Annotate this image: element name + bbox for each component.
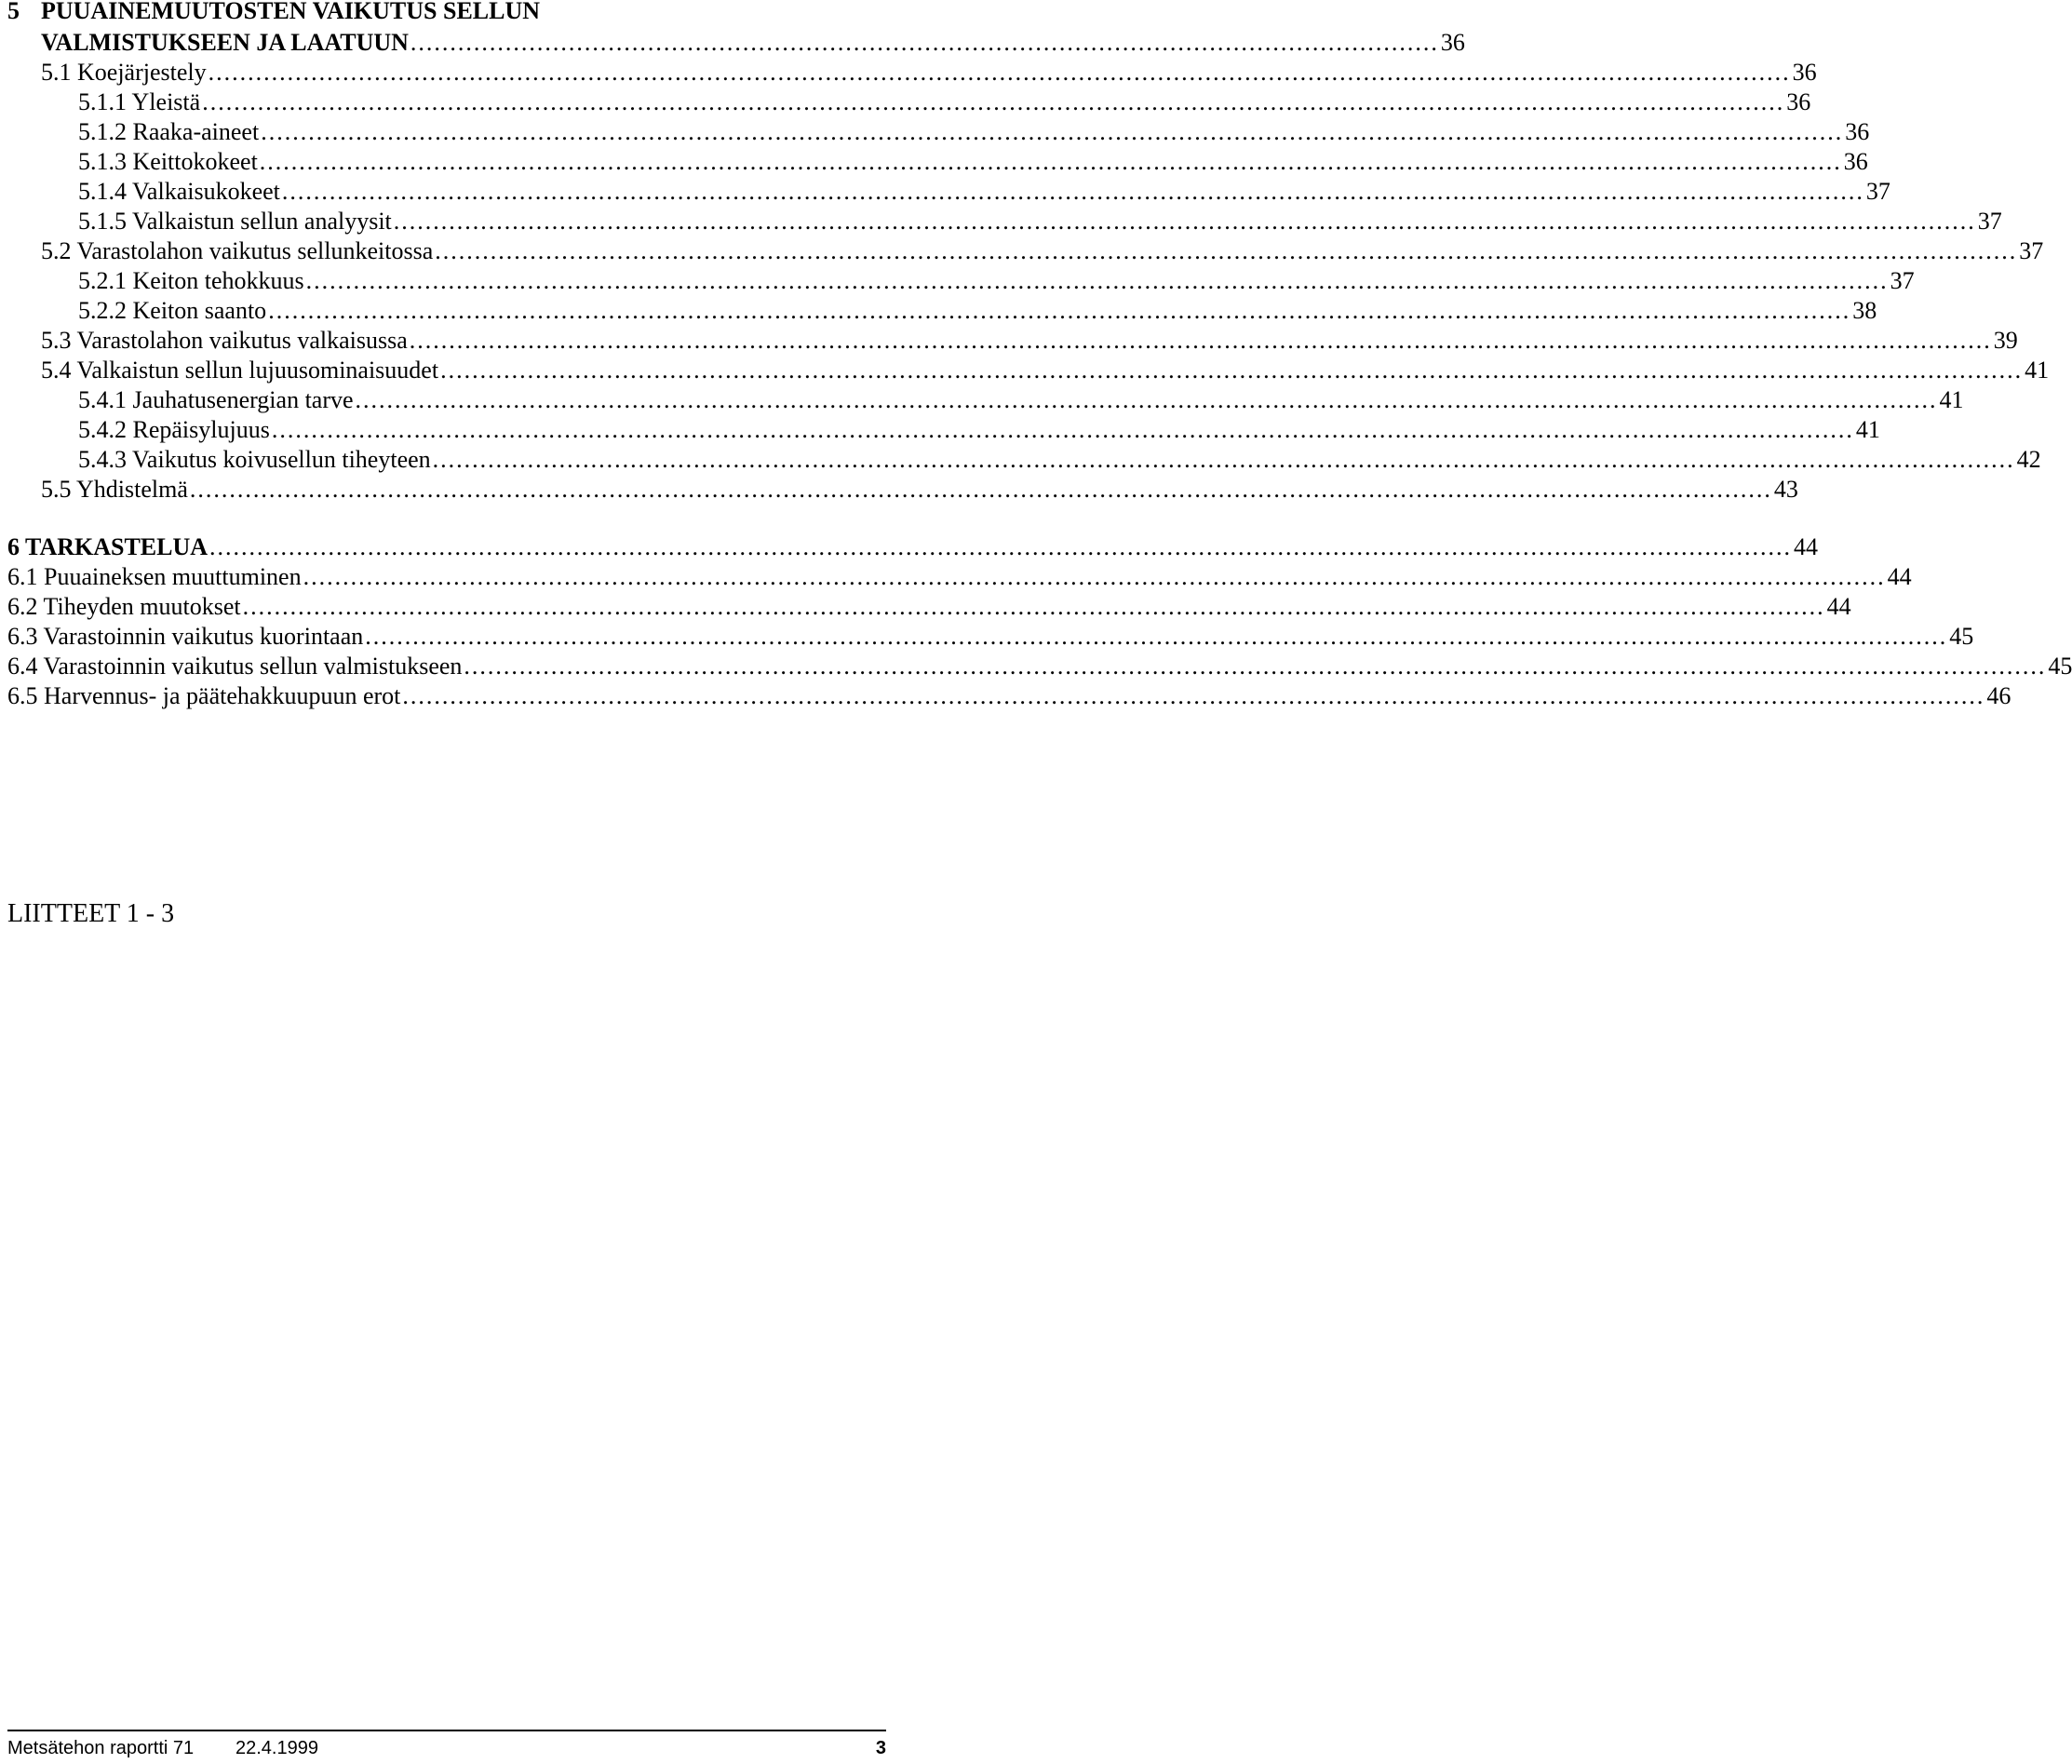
- page-number: 37: [1865, 178, 1890, 205]
- dot-leader: ........................................................................................................................................................................................................: [261, 118, 1844, 145]
- page-number: 36: [1786, 88, 1811, 115]
- page-number: 36: [1843, 148, 1868, 175]
- dot-leader: ........................................................................................................................................................................................................: [271, 416, 1854, 443]
- toc-entry[interactable]: [41, 236, 2044, 266]
- page-number: 44: [1826, 593, 1851, 620]
- footer-date: 22.4.1999: [235, 1738, 318, 1758]
- toc-entry[interactable]: [78, 88, 1811, 117]
- dot-leader: ........................................................................................................................................................................................................: [365, 623, 1948, 650]
- page-number: 44: [1887, 563, 1912, 590]
- toc-entry-title: 5.4.2 Repäisylujuus: [78, 416, 270, 443]
- footer-report-title: Metsätehon raportti 71: [7, 1738, 195, 1758]
- toc-entry-title: 6.5 Harvennus- ja päätehakkuupuun erot: [7, 682, 401, 709]
- page-number: 37: [1977, 208, 2002, 235]
- toc-entry[interactable]: [78, 207, 2002, 236]
- toc-entry[interactable]: [7, 652, 2072, 681]
- toc-entry[interactable]: [78, 177, 1890, 207]
- chapter-title-line2: VALMISTUKSEEN JA LAATUUN: [41, 29, 409, 56]
- page-number: 43: [1773, 476, 1798, 503]
- toc-entry-chapter-5[interactable]: [41, 28, 1465, 58]
- page-number: 44: [1794, 533, 1819, 560]
- toc-entry-title: 6.4 Varastoinnin vaikutus sellun valmistukseen: [7, 653, 463, 680]
- toc-entry[interactable]: [41, 58, 1817, 88]
- toc-entry[interactable]: [7, 592, 1851, 622]
- dot-leader: ........................................................................................................................................................................................................: [409, 327, 1992, 354]
- page-footer: [7, 1737, 886, 1761]
- toc-entry[interactable]: [7, 532, 1819, 562]
- dot-leader: ........................................................................................................................................................................................................: [303, 563, 1886, 590]
- dot-leader: ........................................................................................................................................................................................................: [189, 476, 1772, 503]
- dot-leader: ........................................................................................................................................................................................................: [402, 682, 1985, 709]
- dot-leader: ........................................................................................................................................................................................................: [281, 178, 1864, 205]
- toc-entry[interactable]: [41, 475, 1798, 505]
- page-number: 37: [1890, 267, 1915, 294]
- toc-entry[interactable]: [78, 147, 1868, 177]
- dot-leader: ........................................................................................................................................................................................................: [208, 59, 1791, 86]
- toc-entry-title: 6.3 Varastoinnin vaikutus kuorintaan: [7, 623, 364, 650]
- toc-entry-title: 5.4.1 Jauhatusenergian tarve: [78, 386, 354, 413]
- dot-leader: ........................................................................................................................................................................................................: [259, 148, 1842, 175]
- dot-leader: ........................................................................................................................................................................................................: [305, 267, 1889, 294]
- toc-entry-title: 5.3 Varastolahon vaikutus valkaisussa: [41, 327, 408, 354]
- toc-entry-title: 5.5 Yhdistelmä: [41, 476, 188, 503]
- page-number: 37: [2019, 237, 2044, 264]
- dot-leader: ........................................................................................................................................................................................................: [355, 386, 1938, 413]
- toc-entry-title: 5.4.3 Vaikutus koivusellun tiheyteen: [78, 446, 431, 473]
- toc-entry-title: 5.1.4 Valkaisukokeet: [78, 178, 280, 205]
- toc-entry-title: 5.1.2 Raaka-aineet: [78, 118, 260, 145]
- footer-rule: [7, 1730, 886, 1731]
- toc-entry[interactable]: [7, 681, 2011, 711]
- page-number: 38: [1852, 297, 1877, 324]
- toc-entry[interactable]: [7, 622, 1974, 652]
- dot-leader: ........................................................................................................................................................................................................: [268, 297, 1851, 324]
- page-number: 45: [1949, 623, 1974, 650]
- dot-leader: ........................................................................................................................................................................................................: [209, 533, 1793, 560]
- footer-page-number: 3: [875, 1738, 886, 1758]
- dot-leader: ........................................................................................................................................................................................................: [432, 446, 2015, 473]
- toc-entry[interactable]: [41, 356, 2050, 385]
- page-number: 42: [2016, 446, 2041, 473]
- page-number: 36: [1845, 118, 1870, 145]
- chapter-number: 5: [7, 0, 20, 24]
- dot-leader: ........................................................................................................................................................................................................: [202, 88, 1785, 115]
- page-number: 41: [2025, 357, 2050, 384]
- page-number: 45: [2048, 653, 2072, 680]
- dot-leader: ........................................................................................................................................................................................................: [242, 593, 1825, 620]
- toc-entry[interactable]: [78, 385, 1964, 415]
- toc-entry[interactable]: [78, 117, 1870, 147]
- page-number: 36: [1792, 59, 1817, 86]
- toc-entry-title: 6.2 Tiheyden muutokset: [7, 593, 241, 620]
- toc-entry-title: 5.2.1 Keiton tehokkuus: [78, 267, 304, 294]
- toc-entry[interactable]: [41, 326, 2018, 356]
- dot-leader: ........................................................................................................................................................................................................: [440, 357, 2024, 384]
- toc-entry-title: 5.4 Valkaistun sellun lujuusominaisuudet: [41, 357, 439, 384]
- toc-entry-title: 6.1 Puuaineksen muuttuminen: [7, 563, 302, 590]
- chapter-5-heading-line1: [7, 0, 540, 26]
- toc-entry-title: 5.2 Varastolahon vaikutus sellunkeitossa: [41, 237, 434, 264]
- dot-leader: ........................................................................................................................................................................................................: [435, 237, 2018, 264]
- toc-entry-title: 5.1 Koejärjestely: [41, 59, 207, 86]
- toc-entry-title: 5.1.5 Valkaistun sellun analyysit: [78, 208, 392, 235]
- toc-entry[interactable]: [78, 266, 1915, 296]
- page-number: 46: [1986, 682, 2011, 709]
- toc-entry[interactable]: [78, 445, 2041, 475]
- dot-leader: ........................................................................................................................................................................................................: [393, 208, 1976, 235]
- appendix-heading: LIITTEET 1 - 3: [7, 899, 175, 928]
- page-number: 41: [1855, 416, 1880, 443]
- toc-entry-title: 6 TARKASTELUA: [7, 533, 209, 560]
- chapter-title-line1: PUUAINEMUUTOSTEN VAIKUTUS SELLUN: [41, 0, 541, 24]
- page-number: 39: [1993, 327, 2018, 354]
- toc-entry[interactable]: [78, 296, 1877, 326]
- page-number: 41: [1939, 386, 1964, 413]
- toc-entry-title: 5.2.2 Keiton saanto: [78, 297, 267, 324]
- toc-entry-title: 5.1.3 Keittokokeet: [78, 148, 258, 175]
- toc-entry[interactable]: [7, 562, 1912, 592]
- dot-leader: ..................................................................................................................................: [410, 29, 1439, 56]
- toc-entry-title: 5.1.1 Yleistä: [78, 88, 201, 115]
- toc-entry[interactable]: [78, 415, 1880, 445]
- dot-leader: ........................................................................................................................................................................................................: [464, 653, 2047, 680]
- page-number: 36: [1440, 29, 1465, 56]
